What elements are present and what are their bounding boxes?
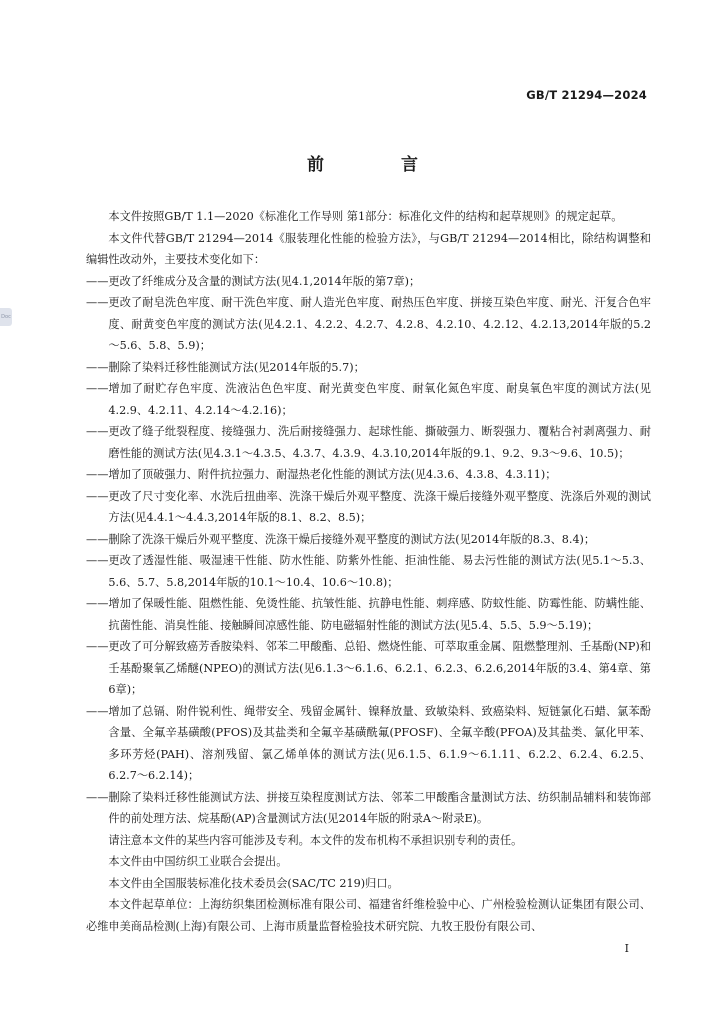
change-item: —— 删除了染料迁移性能测试方法、拼接互染程度测试方法、邻苯二甲酸酯含量测试方法、纺织制品辅料和装饰部件的前处理方法、烷基酚(AP)含量测试方法(见2014年版的附录A～附录E)。 [86, 790, 651, 825]
note-paragraph: 请注意本文件的某些内容可能涉及专利。本文件的发布机构不承担识别专利的责任。 [108, 833, 523, 847]
change-item: —— 更改了可分解致癌芳香胺染料、邻苯二甲酸酯、总铅、燃烧性能、可萃取重金属、阻燃整理剂、壬基酚(NP)和壬基酚聚氧乙烯醚(NPEO)的测试方法(见6.1.3～6.1.6、6.2.1、6.2.3、6.2.6,2014年版的3.4、第4章、第6章)； [86, 640, 651, 696]
standard-number: GB/T 21294—2024 [526, 88, 647, 102]
change-item: —— 增加了总镉、附件锐利性、绳带安全、残留金属针、镍释放量、致敏染料、致癌染料、短链氯化石蜡、氯苯酚含量、全氟辛基磺酸(PFOS)及其盐类和全氟辛基磺酰氟(PFOSF)、全氟辛酸(PFOA)及其盐类、氯化甲苯、多环芳烃(PAH)、溶剂残留、氯乙烯单体的测试方法(见6.1.5、6.1.9～6.1.11、6.2.2、6.2.4、6.2.5、6.2.7～6.2.14)； [86, 704, 651, 782]
change-item: —— 增加了保暖性能、阻燃性能、免烫性能、抗皱性能、抗静电性能、刺痒感、防蚊性能、防霉性能、防螨性能、抗菌性能、消臭性能、接触瞬间凉感性能、防电磁辐射性能的测试方法(见5.4、5.5、5.9～5.19)； [86, 597, 651, 632]
change-item: —— 更改了纤维成分及含量的测试方法(见4.1,2014年版的第7章)； [86, 274, 421, 288]
note-paragraph: 本文件起草单位：上海纺织集团检测标准有限公司、福建省纤维检验中心、广州检验检测认证集团有限公司、必维申美商品检测(上海)有限公司、上海市质量监督检验技术研究院、九牧王股份有限公司、 [86, 898, 651, 933]
side-tab[interactable] [0, 308, 12, 326]
change-item: —— 增加了顶破强力、附件抗拉强力、耐湿热老化性能的测试方法(见4.3.6、4.3.8、4.3.11)； [86, 468, 557, 481]
change-item: —— 更改了耐皂洗色牢度、耐干洗色牢度、耐人造光色牢度、耐热压色牢度、拼接互染色牢度、耐光、汗复合色牢度、耐黄变色牢度的测试方法(见4.2.1、4.2.2、4.2.7、4.2.8、4.2.10、4.2.12、4.2.13,2014年版的5.2～5.6、5.8、5.9)； [86, 296, 651, 352]
page-number: I [624, 942, 629, 955]
change-item: —— 删除了洗涤干燥后外观平整度、洗涤干燥后接缝外观平整度的测试方法(见2014年版的8.3、8.4)； [86, 532, 596, 546]
page-title: 前 言 [307, 155, 448, 175]
change-item: —— 删除了染料迁移性能测试方法(见2014年版的5.7)； [86, 360, 365, 374]
change-item: —— 更改了透湿性能、吸湿速干性能、防水性能、防紫外性能、拒油性能、易去污性能的测试方法(见5.1～5.3、5.6、5.7、5.8,2014年版的10.1～10.4、10.6～10.8)； [86, 554, 651, 589]
change-item: —— 更改了缝子纰裂程度、接缝强力、洗后耐接缝强力、起球性能、撕破强力、断裂强力、覆粘合衬剥离强力、耐磨性能的测试方法(见4.3.1～4.3.5、4.3.7、4.3.9、4.3.10,2014年版的9.1、9.2、9.3～9.6、10.5)； [86, 425, 651, 460]
document-body [86, 206, 651, 937]
side-tab-label: Doc [1, 314, 11, 320]
note-paragraph: 本文件由中国纺织工业联合会提出。 [108, 855, 288, 868]
change-item: —— 更改了尺寸变化率、水洗后扭曲率、洗涤干燥后外观平整度、洗涤干燥后接缝外观平整度、洗涤后外观的测试方法(见4.4.1～4.4.3,2014年版的8.1、8.2、8.5)； [86, 489, 651, 524]
note-paragraph: 本文件由全国服装标准化技术委员会(SAC/TC 219)归口。 [108, 876, 399, 890]
change-item: —— 增加了耐贮存色牢度、洗液沾色色牢度、耐光黄变色牢度、耐氧化氮色牢度、耐臭氧色牢度的测试方法(见4.2.9、4.2.11、4.2.14～4.2.16)； [86, 382, 651, 417]
intro-paragraph: 本文件按照GB/T 1.1—2020《标准化工作导则 第1部分：标准化文件的结构和起草规则》的规定起草。 [108, 210, 623, 223]
intro-paragraph: 本文件代替GB/T 21294—2014《服装理化性能的检验方法》，与GB/T 21294—2014相比，除结构调整和编辑性改动外，主要技术变化如下： [86, 231, 651, 266]
